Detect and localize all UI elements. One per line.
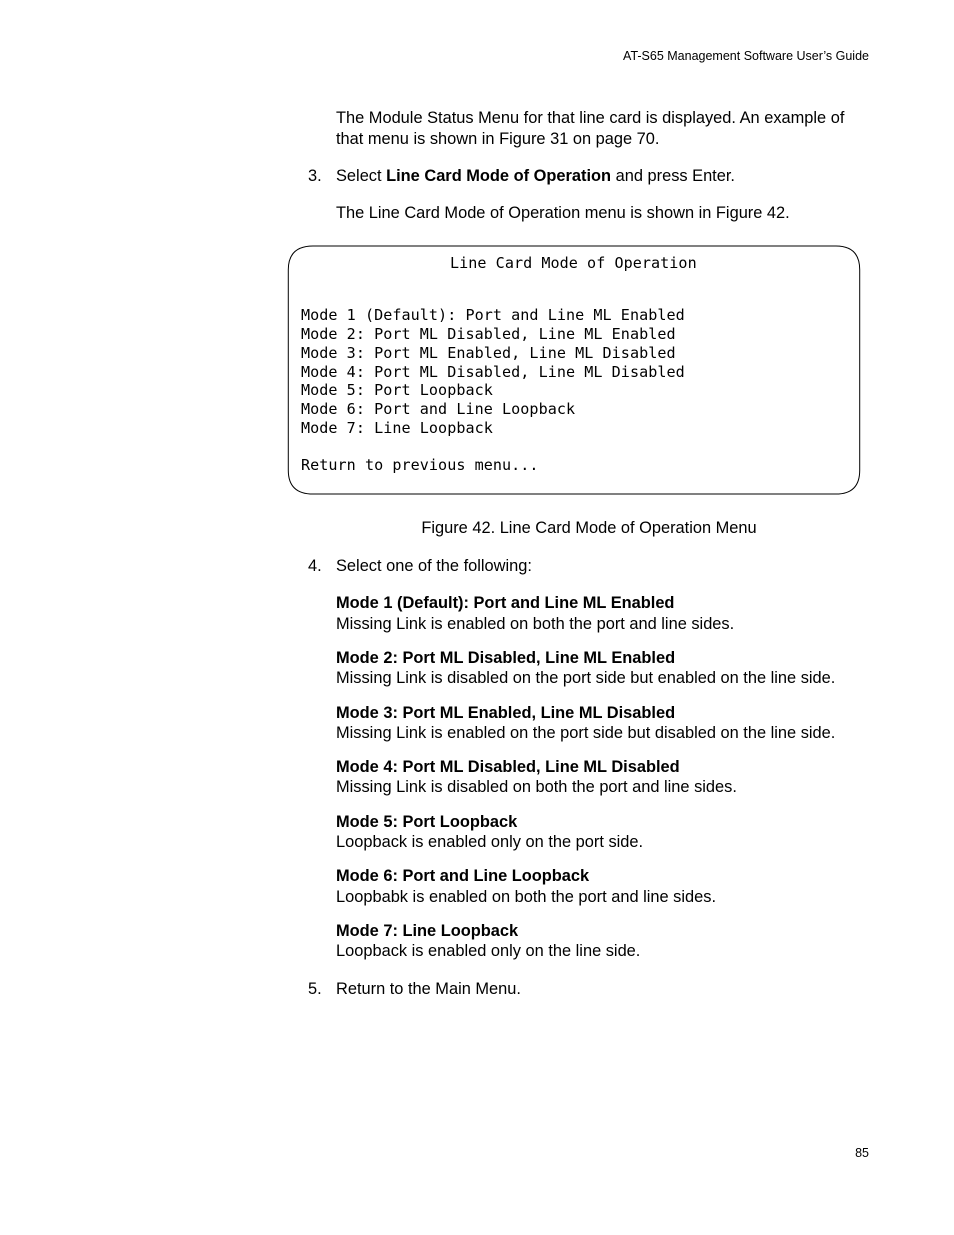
figure-caption: Figure 42. Line Card Mode of Operation Menu bbox=[421, 519, 757, 537]
screen-mode-7: Mode 7: Line Loopback bbox=[301, 419, 493, 437]
screen-mode-1: Mode 1 (Default): Port and Line ML Enabled bbox=[301, 306, 685, 324]
mode-1-desc: Missing Link is enabled on both the port and line sides. bbox=[336, 615, 735, 633]
mode-7-desc: Loopback is enabled only on the line side. bbox=[336, 942, 641, 960]
running-header: AT-S65 Management Software User’s Guide bbox=[623, 49, 869, 63]
step-3-menu-name: Line Card Mode of Operation bbox=[386, 167, 612, 185]
page-number: 85 bbox=[855, 1146, 869, 1160]
step-3-number: 3. bbox=[308, 167, 322, 185]
step-4-number: 4. bbox=[308, 557, 322, 575]
step-3-note: The Line Card Mode of Operation menu is shown in Figure 42. bbox=[336, 204, 790, 222]
intro-line-1: The Module Status Menu for that line card is displayed. An example of bbox=[336, 109, 845, 127]
screen-title: Line Card Mode of Operation bbox=[450, 254, 697, 272]
mode-5-title: Mode 5: Port Loopback bbox=[336, 813, 518, 831]
mode-6-title: Mode 6: Port and Line Loopback bbox=[336, 867, 590, 885]
step-4-text: Select one of the following: bbox=[336, 557, 532, 575]
mode-5-desc: Loopback is enabled only on the port side. bbox=[336, 833, 644, 851]
mode-3-desc: Missing Link is enabled on the port side but disabled on the line side. bbox=[336, 724, 836, 742]
mode-4-title: Mode 4: Port ML Disabled, Line ML Disabled bbox=[336, 758, 680, 776]
step-5-number: 5. bbox=[308, 980, 322, 998]
screen-mode-4: Mode 4: Port ML Disabled, Line ML Disabled bbox=[301, 363, 685, 381]
mode-1-title: Mode 1 (Default): Port and Line ML Enabled bbox=[336, 594, 675, 612]
mode-6-desc: Loopbabk is enabled on both the port and line sides. bbox=[336, 888, 717, 906]
intro-line-2: that menu is shown in Figure 31 on page 70. bbox=[336, 130, 660, 148]
screen-mode-3: Mode 3: Port ML Enabled, Line ML Disabled bbox=[301, 344, 676, 362]
screen-return: Return to previous menu... bbox=[301, 456, 539, 474]
screen-mode-6: Mode 6: Port and Line Loopback bbox=[301, 400, 576, 418]
step-3-text: Select Line Card Mode of Operation and press Enter. bbox=[336, 167, 735, 185]
mode-4-desc: Missing Link is disabled on both the port and line sides. bbox=[336, 778, 737, 796]
mode-2-title: Mode 2: Port ML Disabled, Line ML Enabled bbox=[336, 649, 676, 667]
mode-7-title: Mode 7: Line Loopback bbox=[336, 922, 519, 940]
screen-mode-5: Mode 5: Port Loopback bbox=[301, 381, 493, 399]
mode-2-desc: Missing Link is disabled on the port side but enabled on the line side. bbox=[336, 669, 836, 687]
step-5-text: Return to the Main Menu. bbox=[336, 980, 521, 998]
screen-mode-2: Mode 2: Port ML Disabled, Line ML Enabled bbox=[301, 325, 676, 343]
mode-3-title: Mode 3: Port ML Enabled, Line ML Disabled bbox=[336, 704, 676, 722]
